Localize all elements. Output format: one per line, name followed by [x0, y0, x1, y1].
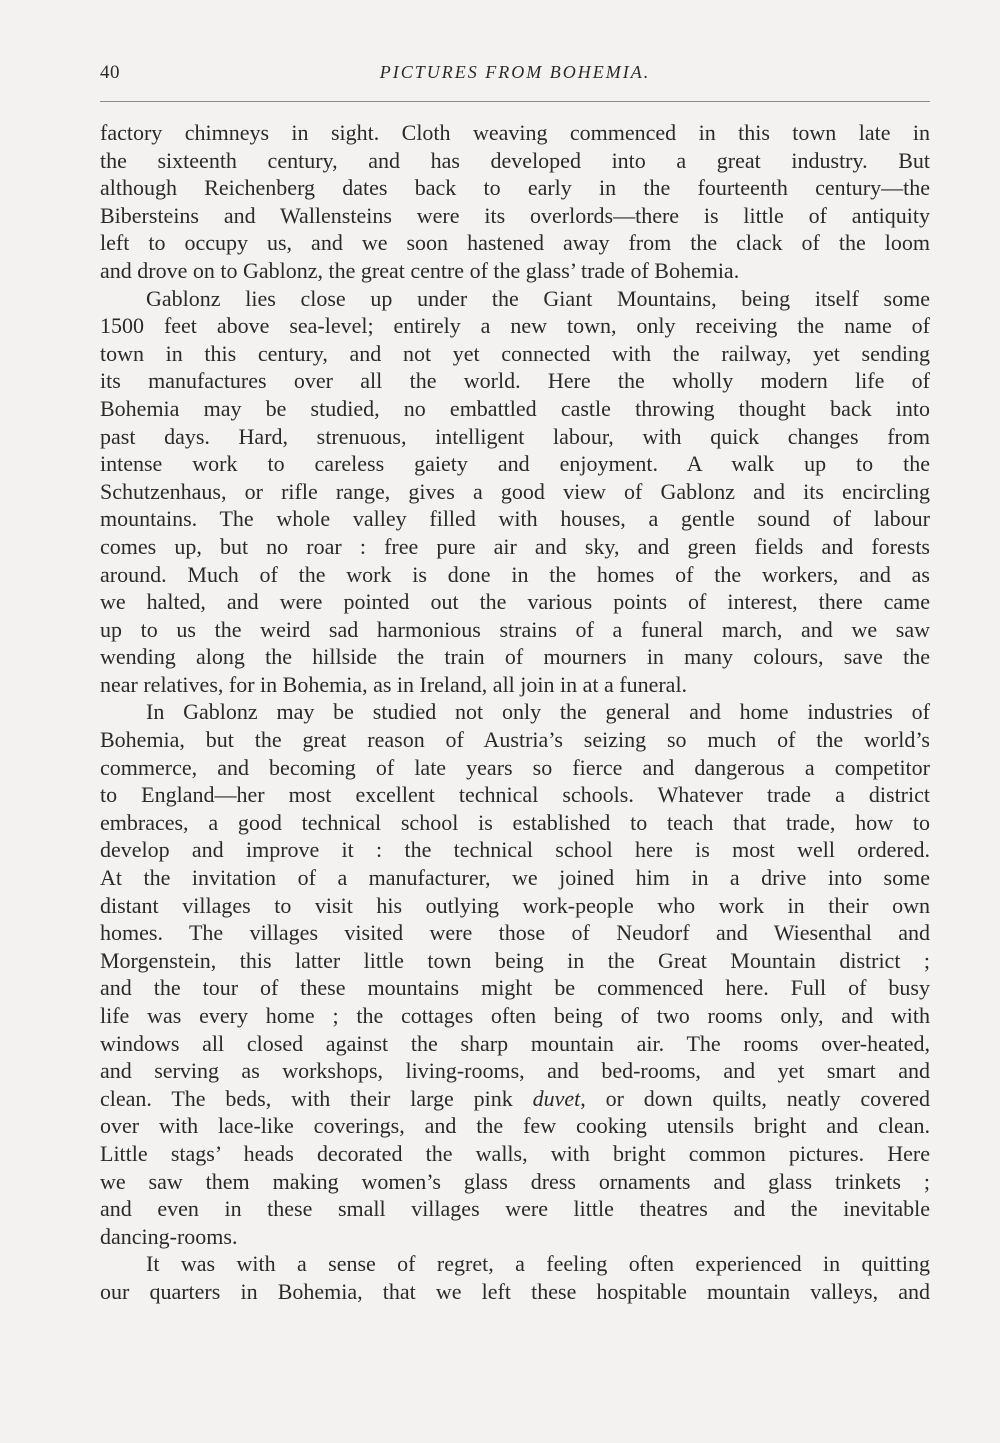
text-line: Morgenstein, this latter little town being in the Great Mountain district ; [100, 947, 930, 973]
text-line: commerce, and becoming of late years so fierce and dangerous a competitor [100, 754, 930, 780]
text-line: 1500 feet above sea-level; entirely a new town, only receiving the name of [100, 313, 930, 339]
text-line: although Reichenberg dates back to early in the fourteenth century—the [100, 175, 930, 201]
text-line: over with lace-like coverings, and the few cooking utensils bright and clean. [100, 1113, 930, 1139]
text-line: Bibersteins and Wallensteins were its overlords—there is little of antiquity [100, 202, 930, 228]
text-line: factory chimneys in sight. Cloth weaving commenced in this town late in [100, 120, 930, 145]
text-line: our quarters in Bohemia, that we left these hospitable mountain valleys, and [100, 1278, 930, 1304]
text-line: intense work to careless gaiety and enjoyment. A walk up to the [100, 451, 930, 477]
text-line-with-italic [100, 1085, 930, 1113]
text-line: the sixteenth century, and has developed into a great industry. But [100, 147, 930, 173]
text-run: , or down quilts, neatly covered [580, 1085, 930, 1111]
text-line: up to us the weird sad harmonious strains of a funeral march, and we saw [100, 616, 930, 642]
text-line: Bohemia, but the great reason of Austria’s seizing so much of the world’s [100, 727, 930, 753]
text-line: town in this century, and not yet connected with the railway, yet sending [100, 340, 930, 366]
text-line: wending along the hillside the train of mourners in many colours, save the [100, 644, 930, 670]
text-line: and serving as workshops, living-rooms, and bed-rooms, and yet smart and [100, 1058, 930, 1084]
text-line: Bohemia may be studied, no embattled castle throwing thought back into [100, 395, 930, 421]
text-line: Little stags’ heads decorated the walls, with bright common pictures. Here [100, 1140, 930, 1166]
text-line: At the invitation of a manufacturer, we joined him in a drive into some [100, 865, 930, 891]
text-line: develop and improve it : the technical school here is most well ordered. [100, 837, 930, 863]
italic-word: duvet [532, 1085, 581, 1111]
text-line: embraces, a good technical school is established to teach that trade, how to [100, 809, 930, 835]
text-line: we saw them making women’s glass dress ornaments and glass trinkets ; [100, 1168, 930, 1194]
text-line: and drove on to Gablonz, the great centre of the glass’ trade of Bohemia. [100, 257, 740, 283]
text-line: It was with a sense of regret, a feeling often experienced in quitting [146, 1251, 930, 1277]
text-line: around. Much of the work is done in the homes of the workers, and as [100, 561, 930, 587]
text-line: we halted, and were pointed out the various points of interest, there came [100, 589, 930, 615]
text-line: to England—her most excellent technical schools. Whatever trade a district [100, 782, 930, 808]
text-line: distant villages to visit his outlying work-people who work in their own [100, 892, 930, 918]
text-line: past days. Hard, strenuous, intelligent labour, with quick changes from [100, 423, 930, 449]
text-line: homes. The villages visited were those of Neudorf and Wiesenthal and [100, 920, 930, 946]
running-title: PICTURES FROM BOHEMIA. [379, 62, 651, 82]
text-line: dancing-rooms. [100, 1223, 238, 1249]
text-line: windows all closed against the sharp mountain air. The rooms over-heated, [100, 1030, 930, 1056]
text-line: comes up, but no roar : free pure air and sky, and green fields and forests [100, 533, 930, 559]
text-line: and the tour of these mountains might be commenced here. Full of busy [100, 975, 930, 1001]
text-line: Schutzenhaus, or rifle range, gives a good view of Gablonz and its encircling [100, 478, 930, 504]
text-line: life was every home ; the cottages often being of two rooms only, and with [100, 1003, 930, 1028]
text-line: Gablonz lies close up under the Giant Mountains, being itself some [146, 285, 930, 311]
page-number: 40 [100, 62, 120, 83]
text-line: mountains. The whole valley filled with houses, a gentle sound of labour [100, 506, 930, 532]
body-text [100, 119, 930, 1306]
text-line: left to occupy us, and we soon hastened away from the clack of the loom [100, 230, 930, 256]
running-head [100, 62, 930, 90]
text-run: clean. The beds, with their large pink [100, 1085, 533, 1111]
text-line: and even in these small villages were little theatres and the inevitable [100, 1196, 930, 1222]
text-line: In Gablonz may be studied not only the general and home industries of [146, 699, 930, 725]
text-line: near relatives, for in Bohemia, as in Ireland, all join in at a funeral. [100, 671, 688, 697]
header-rule [100, 101, 930, 102]
text-line: its manufactures over all the world. Here the wholly modern life of [100, 368, 930, 394]
